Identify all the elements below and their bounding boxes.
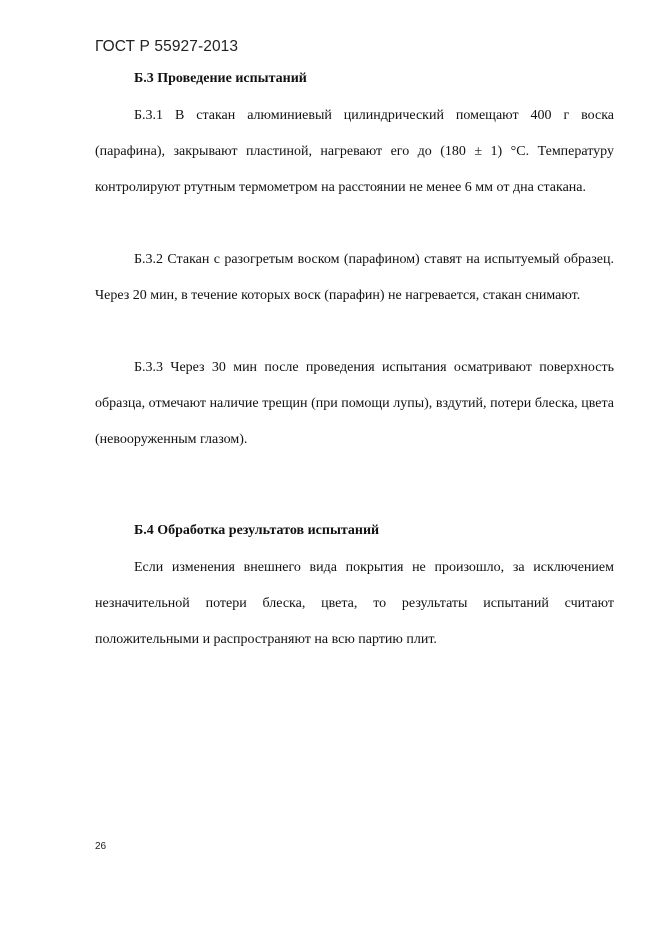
document-code-header: ГОСТ Р 55927-2013	[95, 38, 239, 55]
paragraph-b3-1: Б.3.1 В стакан алюминиевый цилиндрический помещают 400 г воска (парафина), закрывают пластиной, нагревают его до (180 ± 1) °С. Температуру контролируют ртутным термометром на расстоянии не менее 6 мм от дна стакана.	[95, 108, 614, 195]
page-number: 26	[95, 841, 107, 852]
paragraph-b4-1: Если изменения внешнего вида покрытия не произошло, за исключением незначительной потери блеска, цвета, то результаты испытаний считают положительными и распространяют на всю партию плит.	[95, 560, 614, 647]
paragraph-b3-2: Б.3.2 Стакан с разогретым воском (парафином) ставят на испытуемый образец. Через 20 мин, в течение которых воск (парафин) не нагревается, стакан снимают.	[95, 252, 614, 303]
paragraph-b3-3: Б.3.3 Через 30 мин после проведения испытания осматривают поверхность образца, отмечают наличие трещин (при помощи лупы), вздутий, потери блеска, цвета (невооруженным глазом).	[95, 360, 614, 447]
section-b4-heading: Б.4 Обработка результатов испытаний	[134, 523, 380, 538]
section-b3-heading: Б.3 Проведение испытаний	[134, 71, 307, 86]
